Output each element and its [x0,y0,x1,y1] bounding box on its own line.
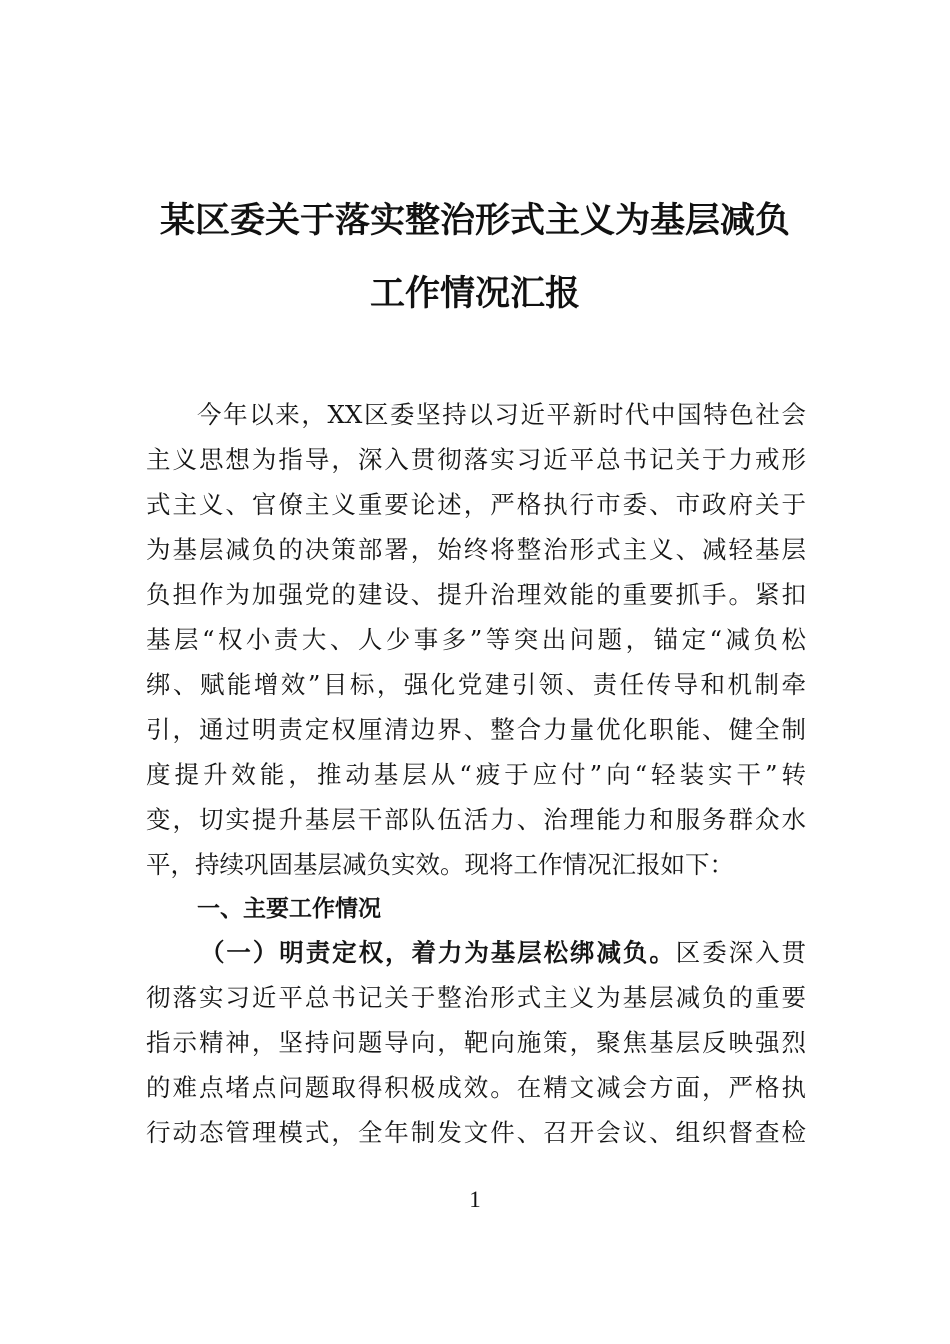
page-number: 1 [469,1187,481,1212]
intro-line-6: 基层“权小责大、人少事多”等突出问题，锚定“减负松 [146,625,806,654]
section-heading: 一、主要工作情况 [197,896,381,922]
intro-line-2: 主义思想为指导，深入贯彻落实习近平总书记关于力戒形 [146,445,806,474]
subsection-line-2: 彻落实习近平总书记关于整治形式主义为基层减负的重要 [146,983,806,1012]
intro-line-9: 度提升效能，推动基层从“疲于应付”向“轻装实干”转 [146,760,806,789]
document-title-line-1: 某区委关于落实整治形式主义为基层减负 [159,200,790,241]
intro-line-1: 今年以来，XX区委坚持以习近平新时代中国特色社会 [197,400,806,429]
intro-line-11: 平，持续巩固基层减负实效。现将工作情况汇报如下： [146,850,734,879]
subsection-line-1 [200,931,806,975]
intro-line-7: 绑、赋能增效”目标，强化党建引领、责任传导和机制牵 [146,670,806,699]
subsection-first-line-rest: 区委深入贯 [675,938,807,967]
intro-line-3: 式主义、官僚主义重要论述，严格执行市委、市政府关于 [146,490,806,519]
subsection-line-5: 行动态管理模式，全年制发文件、召开会议、组织督查检 [146,1118,806,1147]
document-title-line-2: 工作情况汇报 [369,273,580,314]
intro-line-10: 变，切实提升基层干部队伍活力、治理能力和服务群众水 [146,805,806,834]
subsection-line-3: 指示精神，坚持问题导向，靶向施策，聚焦基层反映强烈 [146,1028,806,1057]
subsection-line-4: 的难点堵点问题取得积极成效。在精文减会方面，严格执 [146,1073,806,1102]
intro-line-4: 为基层减负的决策部署，始终将整治形式主义、减轻基层 [146,535,806,564]
intro-line-5: 负担作为加强党的建设、提升治理效能的重要抓手。紧扣 [146,580,806,609]
intro-line-8: 引，通过明责定权厘清边界、整合力量优化职能、健全制 [146,715,806,744]
subsection-heading: （一）明责定权，着力为基层松绑减负。 [200,938,676,967]
